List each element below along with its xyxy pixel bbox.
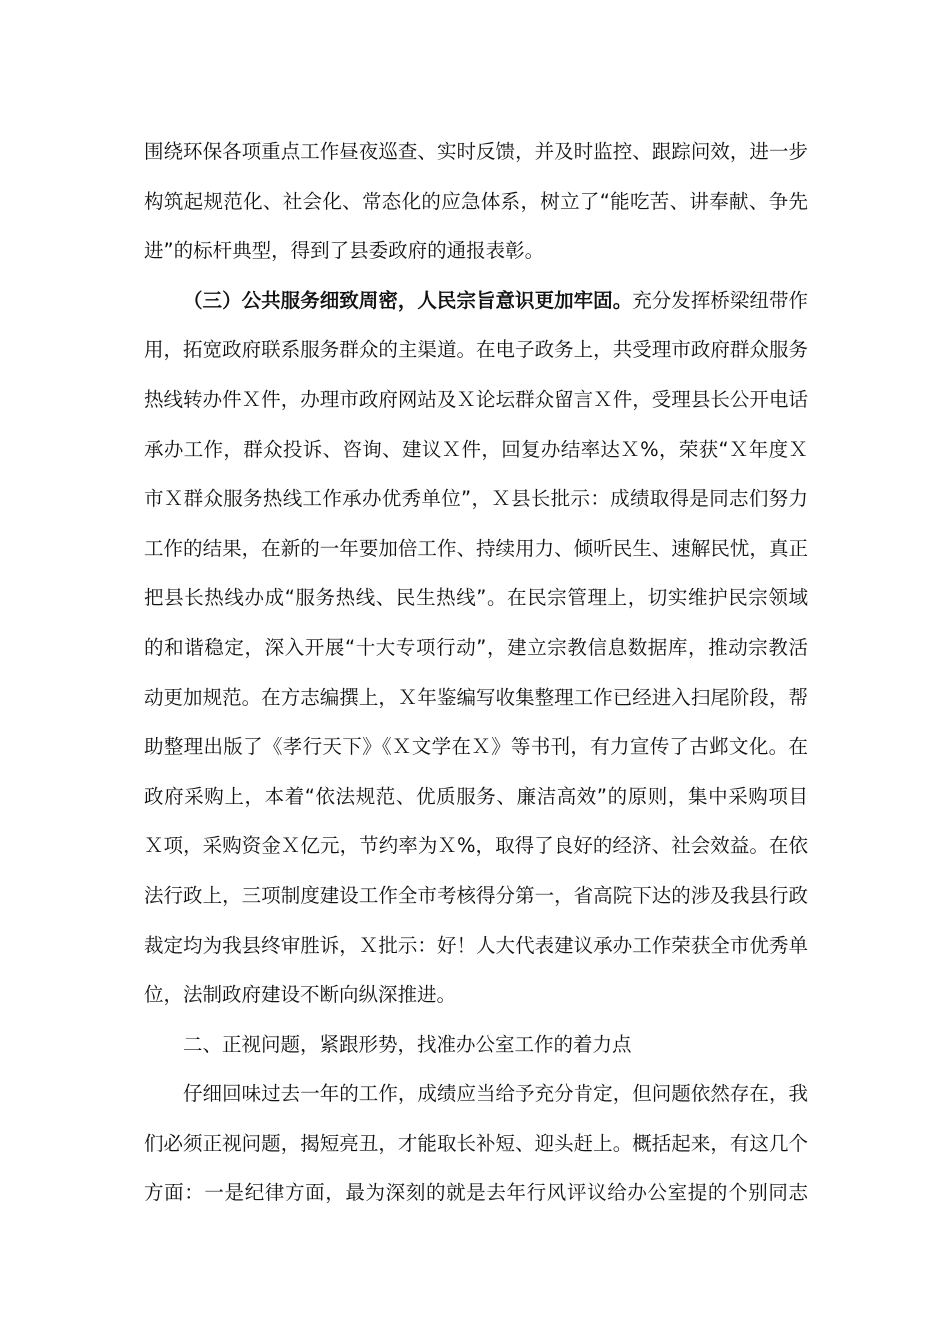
- text-fragment: 充分发挥桥梁纽带作: [632, 288, 808, 312]
- text-line: 们必须正视问题，揭短亮丑，才能取长补短、迎头赶上。概括起来，有这几个: [144, 1131, 808, 1155]
- section-heading: [144, 1020, 808, 1070]
- text-line: 承办工作，群众投诉、咨询、建议Ｘ件，回复办结率达Ｘ%，荣获“Ｘ年度Ｘ: [144, 437, 808, 461]
- text-line: 法行政上，三项制度建设工作全市考核得分第一，省高院下达的涉及我县行政: [144, 883, 808, 907]
- text-line: [144, 276, 808, 326]
- text-line: 工作的结果，在新的一年要加倍工作、持续用力、倾听民生、速解民忧，真正: [144, 536, 808, 560]
- text-line: 构筑起规范化、社会化、常态化的应急体系，树立了“能吃苦、讲奉献、争先: [144, 189, 808, 213]
- text-line: 动更加规范。在方志编撰上，Ｘ年鉴编写收集整理工作已经进入扫尾阶段，帮: [144, 685, 808, 709]
- text-line: 政府采购上，本着“依法规范、优质服务、廉洁高效”的原则，集中采购项目: [144, 784, 808, 808]
- text-line: 方面：一是纪律方面，最为深刻的就是去年行风评议给办公室提的个别同志: [144, 1181, 808, 1205]
- text-line: 市Ｘ群众服务热线工作承办优秀单位”，Ｘ县长批示：成绩取得是同志们努力: [144, 487, 808, 511]
- text-line: 位，法制政府建设不断向纵深推进。: [144, 983, 457, 1007]
- text-line: 裁定均为我县终审胜诉，Ｘ批示：好！人大代表建议承办工作荣获全市优秀单: [144, 933, 808, 957]
- subsection-heading: （三）公共服务细致周密，人民宗旨意识更加牢固。: [183, 288, 633, 312]
- text-line: 的和谐稳定，深入开展“十大专项行动”，建立宗教信息数据库，推动宗教活: [144, 635, 808, 659]
- text-line: 热线转办件Ｘ件，办理市政府网站及Ｘ论坛群众留言Ｘ件，受理县长公开电话: [144, 387, 808, 411]
- text-line: 助整理出版了《孝行天下》《Ｘ文学在Ｘ》等书刊，有力宣传了古邺文化。在: [144, 735, 808, 759]
- text-line: 把县长热线办成“服务热线、民生热线”。在民宗管理上，切实维护民宗领域: [144, 586, 808, 610]
- text-line: Ｘ项，采购资金Ｘ亿元，节约率为Ｘ%，取得了良好的经济、社会效益。在依: [144, 834, 808, 858]
- document-body: [144, 127, 808, 1218]
- section-heading-text: 二、正视问题，紧跟形势，找准办公室工作的着力点: [183, 1032, 632, 1056]
- paragraph-public-service: [144, 276, 808, 1020]
- text-line: 用，拓宽政府联系服务群众的主渠道。在电子政务上，共受理市政府群众服务: [144, 338, 808, 362]
- text-line: 围绕环保各项重点工作昼夜巡查、实时反馈，并及时监控、跟踪问效，进一步: [144, 140, 808, 163]
- paragraph-problems: [144, 1069, 808, 1218]
- text-line: 进”的标杆典型，得到了县委政府的通报表彰。: [144, 239, 545, 263]
- text-line: 仔细回味过去一年的工作，成绩应当给予充分肯定，但问题依然存在，我: [183, 1082, 808, 1106]
- paragraph-environment: [144, 127, 808, 276]
